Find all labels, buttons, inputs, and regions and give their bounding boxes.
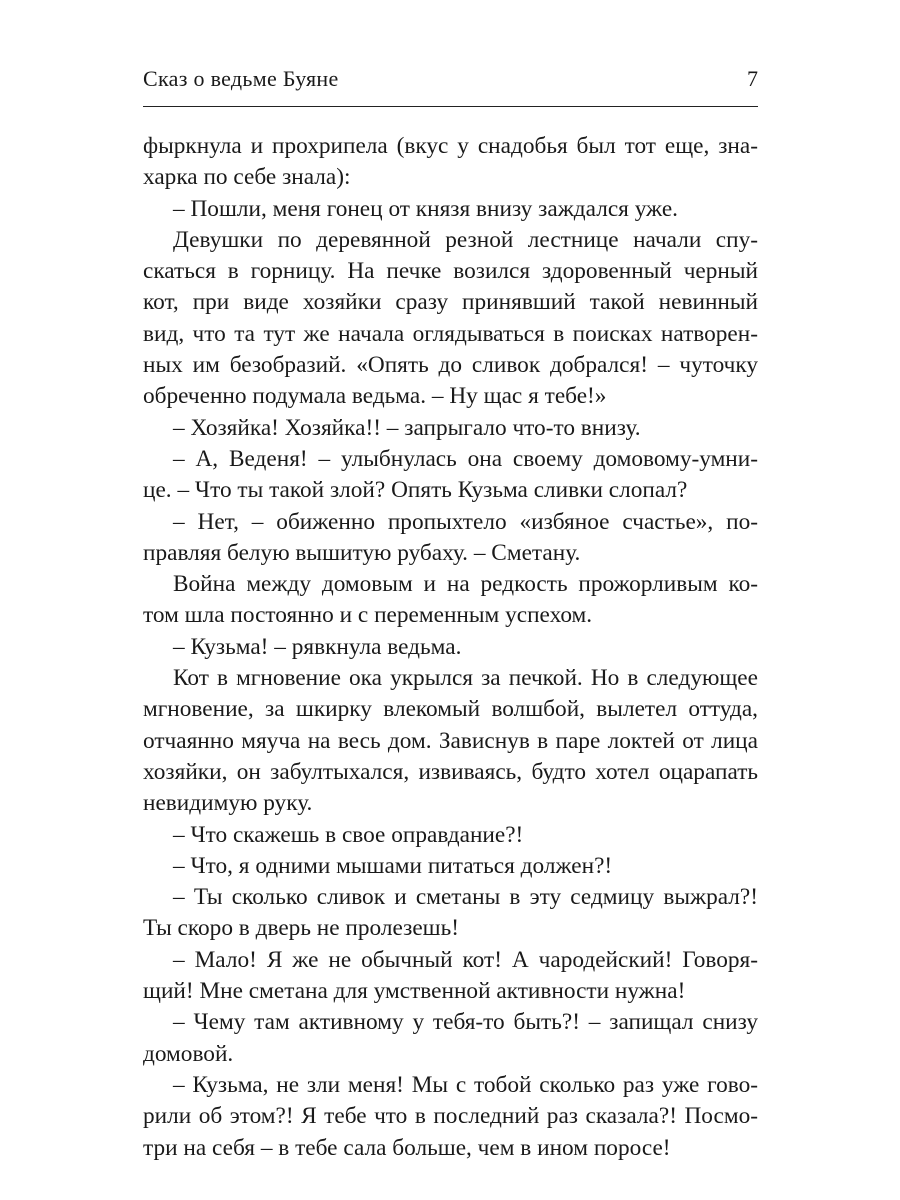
text-line: обреченно подумала ведьма. – Ну щас я тебе!»	[143, 383, 607, 410]
text-line: правляя белую вышитую рубаху. – Сметану.	[143, 539, 581, 566]
text-line: – Нет, – обиженно пропыхтело «избяное счастье», по-	[173, 508, 758, 535]
text-line: харка по себе знала):	[143, 164, 351, 191]
text-line: том шла постоянно и с переменным успехом.	[143, 602, 593, 629]
text-line: рили об этом?! Я тебе что в последний раз сказала?! Посмо-	[143, 1103, 758, 1130]
text-line: Кот в мгновение ока укрылся за печкой. Но в следующее	[173, 665, 758, 692]
text-line: – Ты сколько сливок и сметаны в эту седмицу выжрал?!	[173, 884, 758, 911]
text-line: отчаянно мяуча на весь дом. Зависнув в паре локтей от лица	[143, 727, 758, 754]
page-number: 7	[747, 66, 758, 91]
text-line: вид, что та тут же начала оглядываться в поисках натворен-	[143, 320, 758, 347]
text-line: кот, при виде хозяйки сразу принявший такой невинный	[143, 289, 758, 316]
text-line: щий! Мне сметана для умственной активности нужна!	[143, 978, 686, 1005]
text-line: – А, Веденя! – улыбнулась она своему домовому-умни-	[173, 445, 758, 472]
text-line: хозяйки, он забултыхался, извиваясь, будто хотел оцарапать	[143, 758, 758, 785]
text-line: Война между домовым и на редкость прожорливым ко-	[173, 571, 758, 598]
text-line: – Мало! Я же не обычный кот! А чародейский! Говоря-	[173, 946, 758, 973]
text-line: – Чему там активному у тебя-то быть?! – запищал снизу	[173, 1009, 758, 1036]
running-header	[143, 66, 758, 107]
text-line: – Кузьма, не зли меня! Мы с тобой сколько раз уже гово-	[173, 1071, 758, 1098]
text-line: – Хозяйка! Хозяйка!! – запрыгало что-то внизу.	[173, 414, 641, 441]
body-text	[143, 131, 758, 1164]
text-line: Девушки по деревянной резной лестнице начали спу-	[173, 226, 758, 253]
text-line: три на себя – в тебе сала больше, чем в ином поросе!	[143, 1134, 671, 1161]
text-line: – Пошли, меня гонец от князя внизу заждался уже.	[173, 195, 678, 222]
text-line: це. – Что ты такой злой? Опять Кузьма сливки слопал?	[143, 477, 688, 504]
running-title: Сказ о ведьме Буяне	[143, 66, 339, 91]
text-line: невидимую руку.	[143, 790, 313, 817]
text-line: фыркнула и прохрипела (вкус у снадобья был тот еще, зна-	[143, 133, 758, 159]
text-line: ных им безобразий. «Опять до сливок добрался! – чуточку	[143, 352, 758, 379]
text-line: скаться в горницу. На печке возился здоровенный черный	[143, 258, 758, 285]
text-line: – Кузьма! – рявкнула ведьма.	[173, 633, 462, 660]
text-line: – Что скажешь в свое оправдание?!	[173, 821, 524, 848]
text-line: – Что, я одними мышами питаться должен?!	[173, 852, 613, 879]
text-line: мгновение, за шкирку влекомый волшбой, вылетел оттуда,	[143, 696, 758, 723]
text-line: домовой.	[143, 1040, 234, 1067]
text-line: Ты скоро в дверь не пролезешь!	[143, 915, 459, 942]
